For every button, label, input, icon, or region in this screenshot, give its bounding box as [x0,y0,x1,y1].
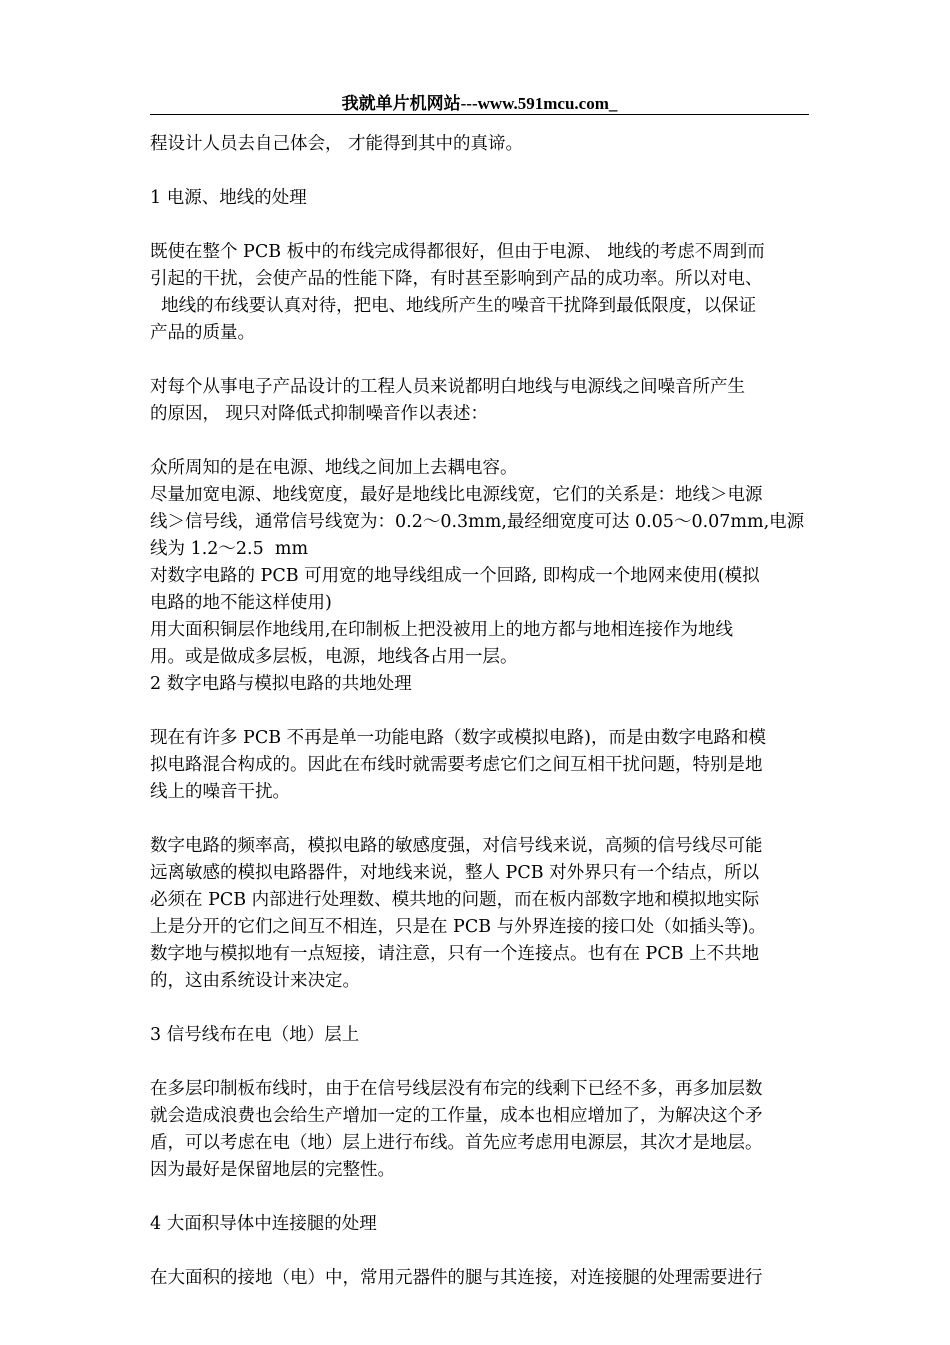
text-line: 线为 1.2～2.5 mm [150,539,309,559]
text-line: 因为最好是保留地层的完整性。 [150,1160,395,1180]
text-line: 用大面积铜层作地线用,在印制板上把没被用上的地方都与地相连接作为地线 [150,620,734,640]
blank-line [150,1184,815,1211]
blank-line [150,428,815,455]
blank-line [150,212,815,239]
text-line: 必须在 PCB 内部进行处理数、模共地的问题，而在板内部数字地和模拟地实际 [150,890,760,910]
document-body [150,131,815,1292]
text-line: 数字地与模拟地有一点短接，请注意，只有一个连接点。也有在 PCB 上不共地 [150,944,760,964]
text-line: 在大面积的接地（电）中，常用元器件的腿与其连接，对连接腿的处理需要进行 [150,1268,763,1288]
text-line: 线上的噪音干扰。 [150,782,290,802]
text-line: 上是分开的它们之间互不相连，只是在 PCB 与外界连接的接口处（如插头等)。 [150,917,766,937]
blank-line [150,995,815,1022]
text-line: 线＞信号线，通常信号线宽为：0.2～0.3mm,最经细宽度可达 0.05～0.07mm,电源 [150,512,805,532]
text-line: 尽量加宽电源、地线宽度，最好是地线比电源线宽，它们的关系是：地线＞电源 [150,485,763,505]
text-line: 现在有许多 PCB 不再是单一功能电路（数字或模拟电路)，而是由数字电路和模 [150,728,766,748]
blank-line [150,158,815,185]
text-line: 程设计人员去自己体会， 才能得到其中的真谛。 [150,134,524,154]
text-line: 就会造成浪费也会给生产增加一定的工作量，成本也相应增加了，为解决这个矛 [150,1106,763,1126]
section-heading-3: 3 信号线布在电（地）层上 [150,1025,360,1045]
blank-line [150,698,815,725]
blank-line [150,806,815,833]
text-line: 地线的布线要认真对待，把电、地线所产生的噪音干扰降到最低限度，以保证 [150,296,757,316]
section-heading-4: 4 大面积导体中连接腿的处理 [150,1214,377,1234]
text-line: 的，这由系统设计来决定。 [150,971,360,991]
header-divider [150,114,809,115]
text-line: 盾，可以考虑在电（地）层上进行布线。首先应考虑用电源层，其次才是地层。 [150,1133,763,1153]
text-line: 电路的地不能这样使用) [150,593,332,613]
text-line: 产品的质量。 [150,323,255,343]
text-line: 数字电路的频率高，模拟电路的敏感度强，对信号线来说，高频的信号线尽可能 [150,836,763,856]
section-heading-1: 1 电源、地线的处理 [150,188,307,208]
text-line: 既使在整个 PCB 板中的布线完成得都很好，但由于电源、 地线的考虑不周到而 [150,242,765,262]
text-line: 众所周知的是在电源、地线之间加上去耦电容。 [150,458,518,478]
text-line: 用。或是做成多层板，电源，地线各占用一层。 [150,647,518,667]
blank-line [150,1238,815,1265]
text-line: 引起的干扰，会使产品的性能下降，有时甚至影响到产品的成功率。所以对电、 [150,269,763,289]
blank-line [150,347,815,374]
section-heading-2: 2 数字电路与模拟电路的共地处理 [150,674,412,694]
blank-line [150,1049,815,1076]
text-line: 远离敏感的模拟电路器件，对地线来说，整人 PCB 对外界只有一个结点，所以 [150,863,760,883]
text-line: 的原因， 现只对降低式抑制噪音作以表述： [150,404,489,424]
text-line: 对每个从事电子产品设计的工程人员来说都明白地线与电源线之间噪音所产生 [150,377,745,397]
text-line: 拟电路混合构成的。因此在布线时就需要考虑它们之间互相干扰问题，特别是地 [150,755,763,775]
text-line: 对数字电路的 PCB 可用宽的地导线组成一个回路, 即构成一个地网来使用(模拟 [150,566,760,586]
text-line: 在多层印制板布线时，由于在信号线层没有布完的线剩下已经不多，再多加层数 [150,1079,763,1099]
page-header-title: 我就单片机网站---www.591mcu.com_ [341,94,618,113]
